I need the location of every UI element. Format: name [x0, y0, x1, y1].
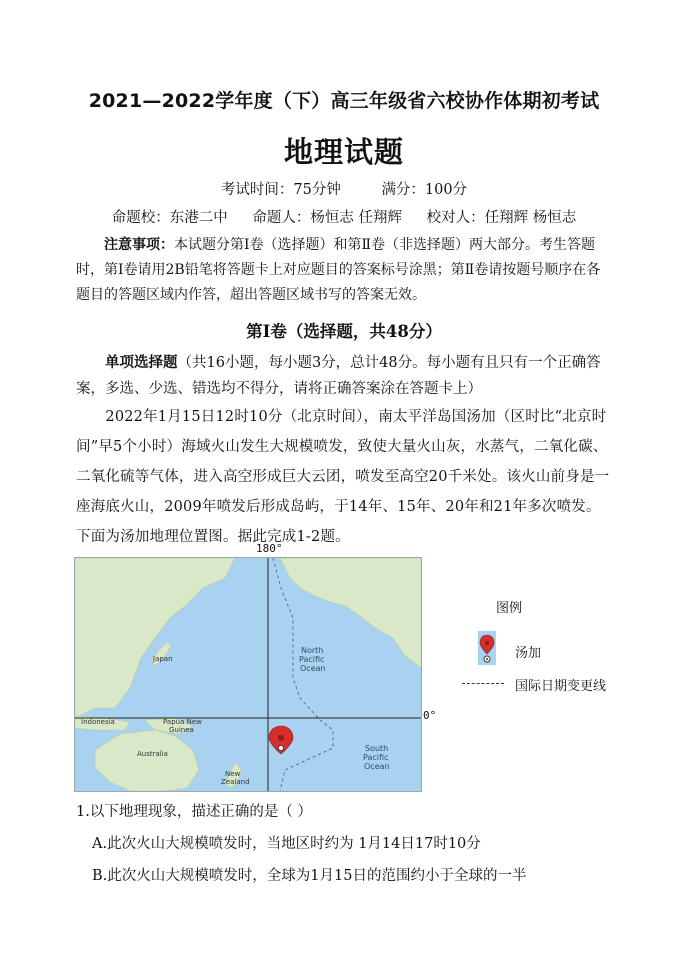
- north-pacific-label: North Pacific Ocean: [299, 646, 326, 673]
- single-choice-lead: 单项选择题: [105, 355, 178, 371]
- single-choice-text: （共16小题，每小题3分，总计48分。每小题有且只有一个正确答案，多选、少选、错选均不得分，请将正确答案涂在答题卡上）: [76, 355, 601, 397]
- exam-title: 2021—2022学年度（下）高三年级省六校协作体期初考试: [88, 90, 600, 112]
- setter-school: 命题校：东港二中: [111, 210, 228, 226]
- exam-time: 考试时间：75分钟: [220, 182, 341, 198]
- question-1: 1.以下地理现象，描述正确的是（ ）: [76, 804, 312, 820]
- indonesia-label: Indonesia: [81, 718, 115, 726]
- intro-text: 2022年1月15日12时10分（北京时间），南太平洋岛国汤加（区时比“北京时间”早5个小时）海域火山发生大规模喷发，致使大量火山灰，水蒸气，二氧化碳、二氧化硫等气体，进入高空形成巨大云团，喷发至高空20千米处。该火山前身是一座海底火山，2009年喷发后形成岛屿，于14年、15年、20年和21年多次喷发。下面为汤加地理位置图。据此完成1-2题。: [76, 409, 610, 545]
- legend-date-line-label: 国际日期变更线: [515, 679, 607, 694]
- notice-lead: 注意事项：: [104, 237, 174, 253]
- intro-paragraph: [76, 402, 611, 552]
- legend-dash-line: [462, 683, 504, 684]
- png-label: Papua New Guinea: [163, 718, 202, 734]
- legend-pin-icon: [477, 631, 497, 671]
- checker-names: 校对人：任翔辉 杨恒志: [426, 210, 577, 226]
- question-1-option-b: B.此次火山大规模喷发时，全球为1月15日的范围约小于全球的一半: [92, 868, 527, 884]
- equator-0-label: 0°: [423, 709, 437, 722]
- exam-meta: [0, 178, 688, 199]
- single-choice-instruction: [76, 350, 611, 402]
- tonga-location-map: [74, 557, 422, 792]
- meridian-180-label: 180°: [256, 542, 283, 555]
- legend-tonga-label: 汤加: [515, 646, 542, 661]
- exam-score: 满分：100分: [381, 182, 468, 198]
- notice-text: 本试题分第Ⅰ卷（选择题）和第Ⅱ卷（非选择题）两大部分。考生答题时，第Ⅰ卷请用2B铅笔将答题卡上对应题目的答案标号涂黑；第Ⅱ卷请按题号顺序在各题目的答题区域内作答，超出答题区域书写的答案无效。: [76, 237, 601, 303]
- legend-title: 图例: [496, 601, 523, 616]
- section-title: 第Ⅰ卷（选择题，共48分）: [246, 322, 442, 341]
- australia-label: Australia: [137, 750, 168, 758]
- question-1-option-a: A.此次火山大规模喷发时，当地区时约为 1月14日17时10分: [92, 836, 481, 852]
- exam-authors: [0, 206, 688, 227]
- subject-title: 地理试题: [283, 135, 404, 169]
- japan-label: Japan: [153, 655, 173, 663]
- notice-paragraph: [76, 233, 611, 308]
- new-zealand-label: New Zealand: [221, 770, 250, 786]
- map-svg: [75, 558, 421, 791]
- south-pacific-label: South Pacific Ocean: [363, 744, 390, 771]
- setter-names: 命题人：杨恒志 任翔辉: [252, 210, 402, 226]
